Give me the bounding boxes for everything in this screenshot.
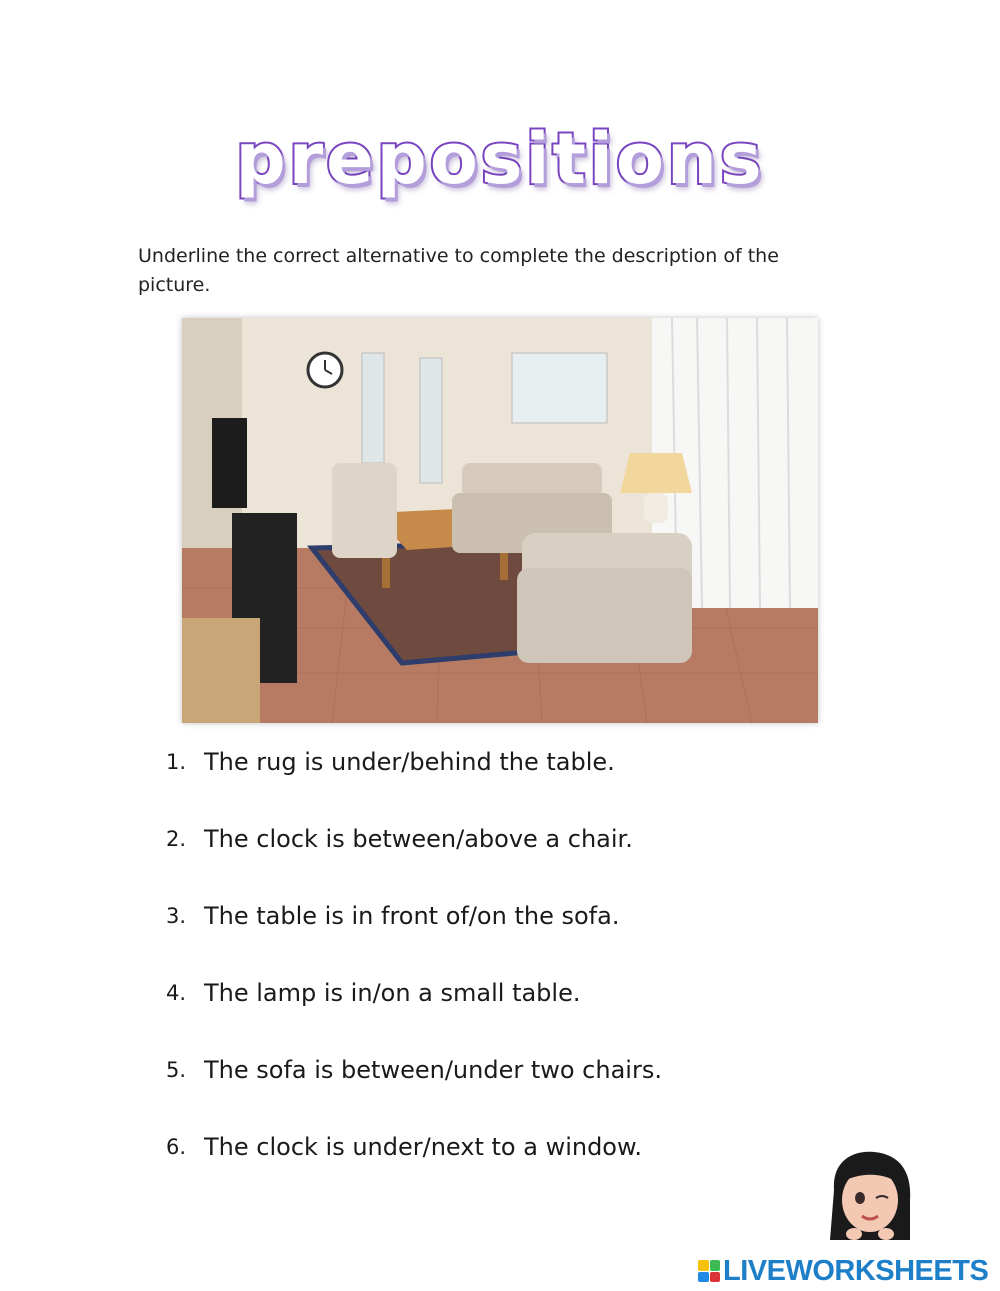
question-item <box>166 819 926 896</box>
question-text: The clock is between/above a chair. <box>204 825 633 853</box>
liveworksheets-brand[interactable] <box>698 1254 988 1288</box>
brand-name: LIVEWORKSHEETS <box>723 1254 989 1287</box>
question-number: 2. <box>166 827 187 851</box>
question-number: 6. <box>166 1135 187 1159</box>
question-number: 1. <box>166 750 187 774</box>
question-number: 3. <box>166 904 187 928</box>
question-text: The rug is under/behind the table. <box>204 748 615 776</box>
question-text: The clock is under/next to a window. <box>204 1133 643 1161</box>
question-number: 4. <box>166 981 187 1005</box>
liveworksheets-logo-icon <box>698 1260 720 1282</box>
question-item <box>166 742 926 819</box>
question-number: 5. <box>166 1058 187 1082</box>
question-item <box>166 1050 926 1127</box>
living-room-photo <box>182 318 818 723</box>
question-list <box>166 742 926 1204</box>
question-text: The sofa is between/under two chairs. <box>204 1056 662 1084</box>
avatar-icon <box>824 1150 916 1244</box>
question-item <box>166 973 926 1050</box>
question-item <box>166 896 926 973</box>
worksheet-title: prepositions <box>235 118 765 200</box>
instruction-text: Underline the correct alternative to complete the description of the picture. <box>138 245 779 296</box>
question-item <box>166 1127 926 1204</box>
question-text: The table is in front of/on the sofa. <box>204 902 620 930</box>
question-text: The lamp is in/on a small table. <box>204 979 581 1007</box>
